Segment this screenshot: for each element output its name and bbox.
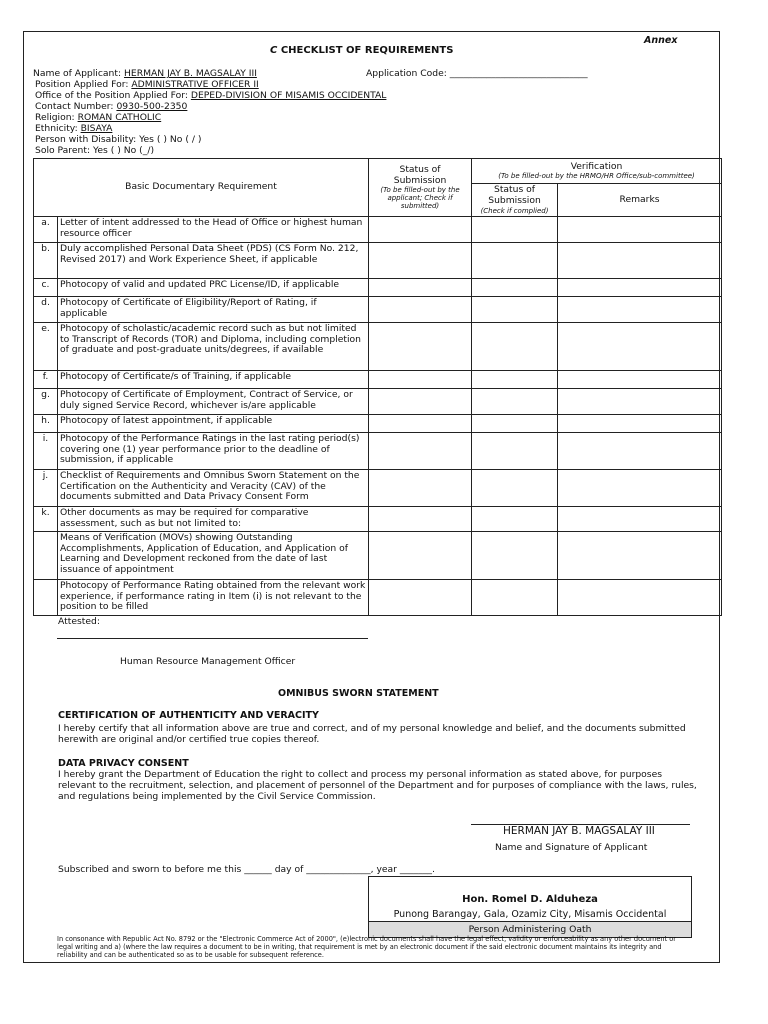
remarks-cell[interactable] <box>558 389 722 415</box>
verify-cell[interactable] <box>472 371 558 389</box>
verify-cell[interactable] <box>472 470 558 507</box>
office-value: DEPED-DIVISION OF MISAMIS OCCIDENTAL <box>190 90 387 101</box>
verify-cell[interactable] <box>472 279 558 297</box>
status-cell[interactable] <box>369 389 472 415</box>
header-remarks: Remarks <box>558 184 722 217</box>
ethnicity-label: Ethnicity: <box>35 123 78 134</box>
row-text: Photocopy of Certificate/s of Training, if applicable <box>58 371 369 389</box>
row-text: Photocopy of Performance Rating obtained from the relevant work experience, if performance rating in Item (i) is not relevant to the position to be filled <box>58 580 369 616</box>
contact-row <box>35 101 187 112</box>
applicant-name-row <box>33 68 257 79</box>
row-letter: j. <box>34 470 58 507</box>
hrmo-label: Human Resource Management Officer <box>120 656 296 667</box>
row-letter: h. <box>34 415 58 433</box>
row-letter: d. <box>34 297 58 323</box>
header-requirement: Basic Documentary Requirement <box>34 159 369 217</box>
privacy-text: I hereby grant the Department of Education the right to collect and process my personal information as stated above, for purposes relevant to the recruitment, selection, and placement of personnel of the Department and for purposes of compliance with the laws, rules, and regulations being implemented by the Civil Service Commission. <box>58 769 697 802</box>
row-letter: f. <box>34 371 58 389</box>
row-text: Letter of intent addressed to the Head of Office or highest human resource officer <box>58 217 369 243</box>
title-text: CHECKLIST OF REQUIREMENTS <box>280 45 454 56</box>
remarks-cell[interactable] <box>558 323 722 371</box>
remarks-cell[interactable] <box>558 433 722 470</box>
row-letter: b. <box>34 243 58 279</box>
name-label: Name of Applicant: <box>33 68 122 79</box>
oath-address: Punong Barangay, Gala, Ozamiz City, Misamis Occidental <box>393 909 667 920</box>
verify-cell[interactable] <box>472 532 558 580</box>
row-letter <box>34 532 58 580</box>
row-letter: c. <box>34 279 58 297</box>
row-letter: k. <box>34 507 58 532</box>
status-cell[interactable] <box>369 433 472 470</box>
status-cell[interactable] <box>369 507 472 532</box>
status-cell[interactable] <box>369 371 472 389</box>
verify-cell[interactable] <box>472 297 558 323</box>
disability-yes: Yes ( ) <box>139 134 167 145</box>
header-verification <box>472 159 722 184</box>
disability-label: Person with Disability: <box>35 134 137 145</box>
row-text: Other documents as may be required for comparative assessment, such as but not limited to: <box>58 507 369 532</box>
position-value: ADMINISTRATIVE OFFICER II <box>131 79 259 90</box>
header-status <box>369 159 472 217</box>
row-text: Photocopy of Certificate of Eligibility/Report of Rating, if applicable <box>58 297 369 323</box>
app-code-blank: ______________________________ <box>449 68 588 79</box>
verify-cell[interactable] <box>472 415 558 433</box>
status-cell[interactable] <box>369 217 472 243</box>
ethnicity-row <box>35 123 112 134</box>
page-title <box>270 45 453 56</box>
ethnicity-value: BISAYA <box>80 123 113 134</box>
verify-cell[interactable] <box>472 217 558 243</box>
status-cell[interactable] <box>369 323 472 371</box>
contact-label: Contact Number: <box>35 101 114 112</box>
header-verification-note: (To be filled-out by the HRMO/HR Office/sub-committee) <box>498 172 695 181</box>
status-cell[interactable] <box>369 470 472 507</box>
verify-cell[interactable] <box>472 507 558 532</box>
cav-text: I hereby certify that all information above are true and correct, and of my personal knowledge and belief, and the documents submitted herewith are original and/or certified true copies thereof. <box>58 723 686 745</box>
religion-label: Religion: <box>35 112 75 123</box>
remarks-cell[interactable] <box>558 507 722 532</box>
row-text: Photocopy of scholastic/academic record such as but not limited to Transcript of Records (TOR) and Diploma, including completion of graduate and post-graduate units/degrees, if available <box>58 323 369 371</box>
row-letter <box>34 580 58 616</box>
religion-row <box>35 112 161 123</box>
signatory-name: HERMAN JAY B. MAGSALAY III <box>503 825 655 837</box>
row-text: Checklist of Requirements and Omnibus Sworn Statement on the Certification on the Authenticity and Veracity (CAV) of the documents submitted and Data Privacy Consent Form <box>58 470 369 507</box>
verify-cell[interactable] <box>472 389 558 415</box>
status-cell[interactable] <box>369 279 472 297</box>
remarks-cell[interactable] <box>558 580 722 616</box>
header-ver-status-note: (Check if complied) <box>480 206 549 215</box>
remarks-cell[interactable] <box>558 470 722 507</box>
attested-signature-line <box>57 638 368 639</box>
oath-name: Hon. Romel D. Alduheza <box>462 894 598 905</box>
remarks-cell[interactable] <box>558 415 722 433</box>
applicant-name: HERMAN JAY B. MAGSALAY III <box>123 68 257 79</box>
annex-label: Annex <box>644 35 678 46</box>
oath-label: Person Administering Oath <box>369 921 691 937</box>
app-code-label: Application Code: <box>366 68 447 79</box>
row-text: Photocopy of latest appointment, if applicable <box>58 415 369 433</box>
header-verification-title: Verification <box>570 160 623 172</box>
status-cell[interactable] <box>369 580 472 616</box>
row-letter: e. <box>34 323 58 371</box>
requirements-table <box>33 158 722 616</box>
verify-cell[interactable] <box>472 323 558 371</box>
row-letter: i. <box>34 433 58 470</box>
header-ver-status-title: Status of Submission <box>488 184 541 206</box>
status-cell[interactable] <box>369 297 472 323</box>
row-text: Photocopy of Certificate of Employment, Contract of Service, or duly signed Service Record, whichever is/are applicable <box>58 389 369 415</box>
remarks-cell[interactable] <box>558 297 722 323</box>
verify-cell[interactable] <box>472 580 558 616</box>
status-cell[interactable] <box>369 415 472 433</box>
disability-no: No ( / ) <box>169 134 202 145</box>
oath-box <box>368 876 692 938</box>
remarks-cell[interactable] <box>558 279 722 297</box>
subscribed-text: Subscribed and sworn to before me this ______ day of ______________, year _______. <box>58 864 435 875</box>
header-status-title: Status of Submission <box>393 163 447 186</box>
app-code-row <box>366 68 588 79</box>
solo-no: No (_/) <box>123 145 155 156</box>
status-cell[interactable] <box>369 532 472 580</box>
attested-label: Attested: <box>58 616 100 627</box>
disability-row <box>35 134 201 145</box>
header-ver-status <box>472 184 558 217</box>
verify-cell[interactable] <box>472 433 558 470</box>
row-letter: g. <box>34 389 58 415</box>
position-label: Position Applied For: <box>35 79 129 90</box>
row-text: Photocopy of the Performance Ratings in the last rating period(s) covering one (1) year performance prior to the deadline of submission, if applicable <box>58 433 369 470</box>
solo-label: Solo Parent: <box>35 145 91 156</box>
omnibus-title: OMNIBUS SWORN STATEMENT <box>278 688 439 699</box>
row-letter: a. <box>34 217 58 243</box>
row-text: Means of Verification (MOVs) showing Outstanding Accomplishments, Application of Education, and Application of Learning and Development reckoned from the date of last issuance of appointment <box>58 532 369 580</box>
religion-value: ROMAN CATHOLIC <box>77 112 162 123</box>
privacy-title: DATA PRIVACY CONSENT <box>58 758 189 769</box>
status-cell[interactable] <box>369 243 472 279</box>
remarks-cell[interactable] <box>558 532 722 580</box>
header-status-note: (To be filled-out by the applicant; Check if submitted) <box>380 186 460 211</box>
office-row <box>35 90 386 101</box>
signatory-label: Name and Signature of Applicant <box>495 842 648 853</box>
footnote: In consonance with Republic Act No. 8792 or the "Electronic Commerce Act of 2000", (e)lectronic documents shall have the legal effect, validity or enforceability as any other document or legal writing and a) (where the law requires a document to be in writing, that requirement is met by an electronic document if the said electronic document maintains its integrity and reliability and can be authenticated so as to be usable for subsequent reference. <box>57 935 677 959</box>
office-label: Office of the Position Applied For: <box>35 90 188 101</box>
row-text: Photocopy of valid and updated PRC License/ID, if applicable <box>58 279 369 297</box>
remarks-cell[interactable] <box>558 217 722 243</box>
cav-title: CERTIFICATION OF AUTHENTICITY AND VERACITY <box>58 710 319 721</box>
solo-yes: Yes ( ) <box>92 145 121 156</box>
verify-cell[interactable] <box>472 243 558 279</box>
solo-parent-row <box>35 145 154 156</box>
row-text: Duly accomplished Personal Data Sheet (PDS) (CS Form No. 212, Revised 2017) and Work Experience Sheet, if applicable <box>58 243 369 279</box>
title-prefix: C <box>270 45 278 56</box>
remarks-cell[interactable] <box>558 371 722 389</box>
remarks-cell[interactable] <box>558 243 722 279</box>
contact-value: 0930-500-2350 <box>116 101 188 112</box>
position-row <box>35 79 259 90</box>
